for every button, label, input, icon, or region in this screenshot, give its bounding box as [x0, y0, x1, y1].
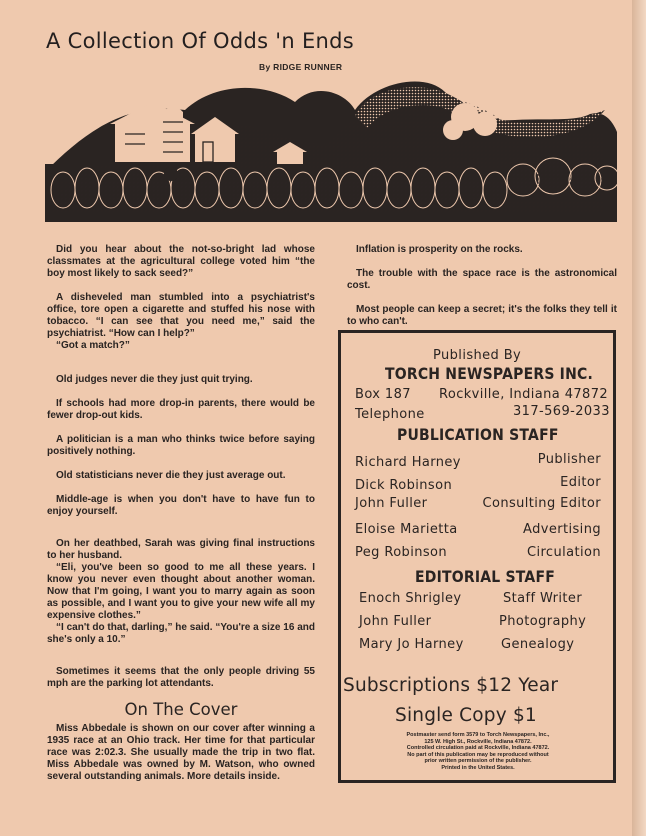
masthead-box: [338, 330, 616, 783]
telephone-number: 317-569-2033: [513, 404, 610, 419]
city-address: Rockville, Indiana 47872: [439, 387, 609, 402]
fine-print-line: 125 W. High St., Rockville, Indiana 47872.: [424, 738, 532, 745]
joke-paragraph: Old statisticians never die they just average out.: [56, 470, 286, 481]
cover-description: [47, 723, 315, 783]
farm-landscape-illustration: [45, 62, 617, 222]
joke-paragraph: Did you hear about the not-so-bright lad whose classmates at the agricultural college voted him “the boy most likely to sack seed?”: [47, 244, 315, 279]
fine-print-line: prior written permission of the publisher.: [424, 758, 532, 764]
company-name: TORCH NEWSPAPERS INC.: [385, 365, 593, 384]
staff-name: Enoch Shrigley: [359, 591, 462, 606]
postal-fine-print: [349, 732, 607, 771]
staff-name: John Fuller: [359, 614, 432, 629]
byline: By RIDGE RUNNER: [259, 62, 343, 72]
publication-staff-heading: PUBLICATION STAFF: [397, 426, 559, 445]
joke-paragraph: Middle-age is when you don't have to have fun to enjoy yourself.: [47, 494, 315, 517]
staff-role: Circulation: [526, 545, 601, 560]
single-copy-price: Single Copy $1: [395, 705, 537, 726]
joke-paragraph: On her deathbed, Sarah was giving final instructions to her husband.: [47, 538, 315, 561]
fine-print-line: Printed in the United States.: [441, 764, 515, 771]
joke-paragraph: Inflation is prosperity on the rocks.: [356, 244, 523, 255]
fine-print-line: No part of this publication may be reproduced without: [407, 751, 549, 758]
joke-paragraph: A disheveled man stumbled into a psychiatrist's office, tore open a cigarette and stuffed his nose with tobacco. “I can see that you need me,” said the psychiatrist. “How can I help?”: [47, 292, 315, 339]
fine-print-line: Controlled circulation paid at Rockville, Indiana 47872.: [406, 745, 550, 751]
joke-paragraph: If schools had more drop-in parents, there would be fewer drop-out kids.: [47, 398, 315, 421]
joke-paragraph: A politician is a man who thinks twice before saying positively nothing.: [47, 434, 315, 457]
page-title: A Collection Of Odds 'n Ends: [46, 29, 354, 53]
staff-name: Peg Robinson: [355, 545, 448, 560]
published-by: Published By: [433, 348, 522, 363]
joke-paragraph: Old judges never die they just quit trying.: [56, 374, 253, 385]
staff-role: Advertising: [523, 522, 601, 537]
subscription-price: Subscriptions $12 Year: [343, 675, 559, 696]
joke-paragraph: The trouble with the space race is the astronomical cost.: [347, 268, 617, 291]
po-box: Box 187: [355, 387, 411, 402]
staff-role: Photography: [499, 614, 587, 629]
fine-print-line: Postmaster send form 3579 to Torch Newspapers, Inc.,: [406, 732, 550, 738]
staff-role: Publisher: [537, 452, 601, 467]
joke-paragraph: “Got a match?”: [56, 340, 130, 351]
staff-name: Dick Robinson: [355, 478, 453, 493]
cover-heading: On The Cover: [124, 700, 238, 719]
staff-name: Mary Jo Harney: [359, 637, 464, 652]
joke-paragraph: Sometimes it seems that the only people driving 55 mph are the parking lot attendants.: [47, 666, 315, 689]
staff-name: John Fuller: [355, 496, 428, 511]
joke-paragraph: “Eli, you've been so good to me all these years. I know you never even thought about another woman. Now that I'm going, I want you to marry again as soon as possible, and I want you to give your new wife all my expensive clothes.”: [47, 562, 315, 621]
telephone-label: Telephone: [355, 407, 425, 422]
cover-paragraph: Miss Abbedale is shown on our cover after winning a 1935 race at an Ohio track. Her time for that particular race was 2:02.3. She usually made the trip in two flat. Miss Abbedale was owned by M. Watson, who owned several outstanding animals. More details inside.: [47, 723, 315, 782]
jokes-left-column: [47, 244, 315, 690]
editorial-staff-heading: EDITORIAL STAFF: [415, 568, 555, 587]
staff-role: Consulting Editor: [482, 496, 601, 511]
joke-paragraph: Most people can keep a secret; it's the folks they tell it to who can't.: [347, 304, 617, 327]
staff-role: Genealogy: [501, 637, 575, 652]
staff-name: Eloise Marietta: [355, 522, 458, 537]
staff-name: Richard Harney: [355, 455, 461, 470]
jokes-right-column: [347, 244, 617, 328]
joke-paragraph: “I can't do that, darling,” he said. “You're a size 16 and she's only a 10.”: [47, 622, 315, 645]
page-edge: [632, 0, 646, 836]
staff-role: Editor: [560, 475, 601, 490]
staff-role: Staff Writer: [503, 591, 583, 606]
